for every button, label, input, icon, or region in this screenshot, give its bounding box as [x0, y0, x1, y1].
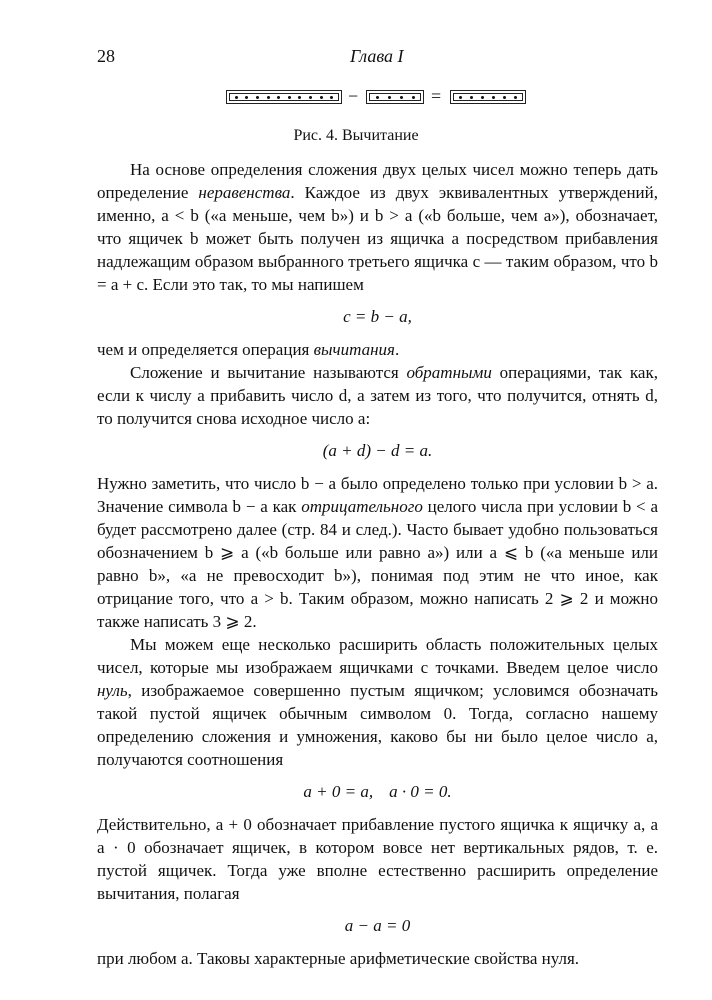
box-dot — [235, 96, 238, 99]
paragraph-empty-box: Действительно, a + 0 обозначает прибавление пустого ящичка к ящичку a, а a · 0 обозначает ящичек, в котором вовсе нет вертикальных рядов, т. е. пустой ящичек. Тогда уже вполне естественно расширить определение вычитания, полагая — [97, 815, 658, 903]
box-dot — [400, 96, 403, 99]
box-dot — [309, 96, 312, 99]
box-dot — [388, 96, 391, 99]
body-text — [97, 158, 658, 970]
minus-sign: − — [348, 86, 359, 106]
box-dot — [277, 96, 280, 99]
box-dot — [267, 96, 270, 99]
box-dot — [514, 96, 517, 99]
box-ten-dots — [226, 90, 342, 104]
box-dot — [492, 96, 495, 99]
formula-a-minus-a: a − a = 0 — [344, 916, 411, 935]
box-dot — [481, 96, 484, 99]
box-dot — [459, 96, 462, 99]
box-dot — [245, 96, 248, 99]
paragraph-inequality: На основе определения сложения двух целых чисел можно теперь дать определение неравенства. Каждое из двух эквивалентных утверждений, именно, a < b («a меньше, чем b») и b > a («b больше, чем a»), обозначает, что ящичек b может быть получен из ящичка a посредством прибавления надлежащим образом выбранного третьего ящичка c — таким образом, что b = a + c. Если это так, то мы напишем — [97, 160, 659, 294]
box-dot — [256, 96, 259, 99]
box-dot — [412, 96, 415, 99]
box-dot — [288, 96, 291, 99]
page-number: 28 — [97, 46, 115, 66]
formula-inverse: (a + d) − d = a. — [322, 441, 433, 460]
box-dot — [470, 96, 473, 99]
paragraph-negative-numbers: Нужно заметить, что число b − a было определено только при условии b > a. Значение символа b − a как отрицательного целого числа при условии b < a будет рассмотрено далее (стр. 84 и след.). Часто бывает удобно пользоваться обозначением b ⩾ a («b больше или равно a») или a ⩽ b («a меньше или равно b», «a не превосходит b»), понимая под этим не что иное, как отрицание того, что a > b. Таким образом, можно написать 2 ⩾ 2 и можно также написать 3 ⩾ 2. — [97, 474, 658, 631]
box-dot — [320, 96, 323, 99]
box-dot — [330, 96, 333, 99]
formula-subtraction: c = b − a, — [343, 307, 412, 326]
figure-caption: Рис. 4. Вычитание — [293, 127, 419, 144]
equals-sign: = — [431, 86, 442, 106]
box-four-dots — [366, 90, 424, 104]
box-dot — [298, 96, 301, 99]
formula-zero-properties: a + 0 = a, a · 0 = 0. — [303, 782, 452, 801]
paragraph-inverse-operations: Сложение и вычитание называются обратными операциями, так как, если к числу a прибавить число d, а затем из того, что получится, отнять d, то получится снова исходное число a: — [97, 363, 658, 428]
paragraph-zero-properties: при любом a. Таковы характерные арифметические свойства нуля. — [97, 949, 580, 968]
box-six-dots — [450, 90, 526, 104]
paragraph-subtraction-def: чем и определяется операция вычитания. — [97, 340, 400, 359]
paragraph-zero: Мы можем еще несколько расширить область положительных целых чисел, которые мы изображаем ящичками с точками. Введем целое число нуль, изображаемое совершенно пустым ящичком; условимся обозначать такой пустой ящичек обычным символом 0. Тогда, согласно нашему определению сложения и умножения, каково бы ни было целое число a, получаются соотношения — [97, 635, 658, 769]
subtraction-figure — [226, 88, 536, 110]
chapter-title: Глава I — [350, 46, 404, 66]
box-dot — [376, 96, 379, 99]
box-dot — [503, 96, 506, 99]
